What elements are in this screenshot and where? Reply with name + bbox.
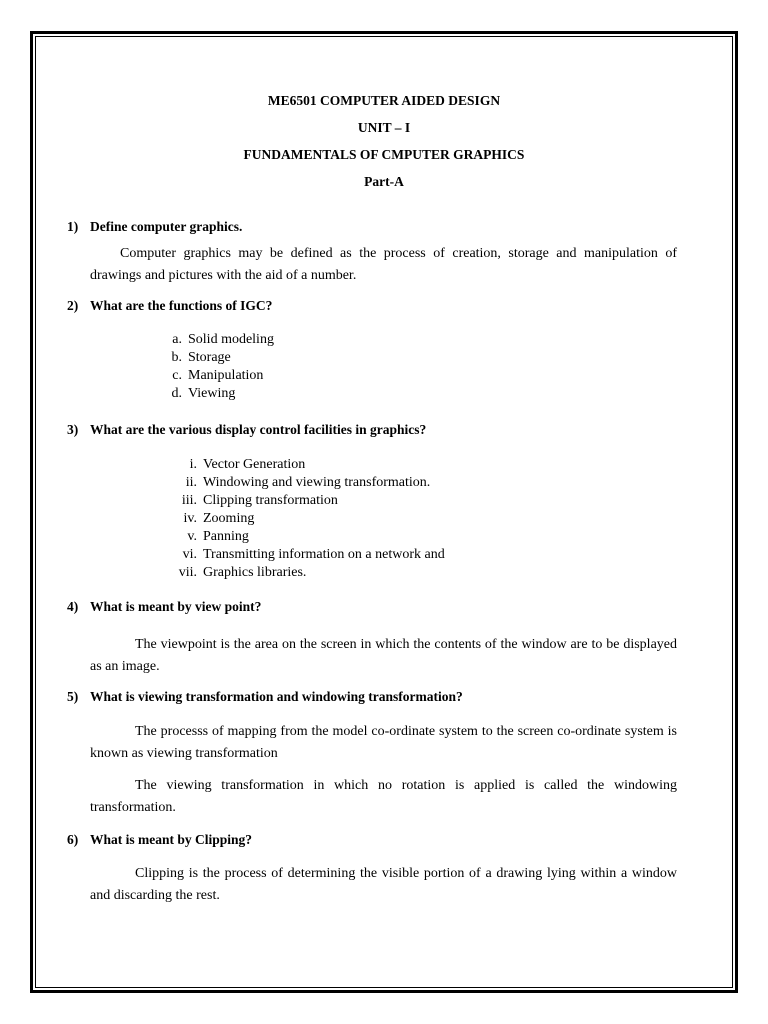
list-item bbox=[171, 349, 274, 367]
list-item-text: Transmitting information on a network and bbox=[203, 547, 445, 562]
part-title: Part-A bbox=[364, 174, 404, 189]
question-number: 2) bbox=[67, 298, 79, 313]
list-item bbox=[189, 456, 445, 474]
list-item-text: Viewing bbox=[188, 386, 236, 401]
list-item bbox=[171, 385, 274, 403]
list-item bbox=[185, 474, 445, 492]
list-item-text: Zooming bbox=[203, 511, 255, 526]
list-item-text: Solid modeling bbox=[188, 332, 274, 347]
list-item bbox=[183, 510, 445, 528]
list-item bbox=[172, 331, 274, 349]
question-text: Define computer graphics. bbox=[90, 219, 243, 234]
question-text: What is meant by view point? bbox=[90, 599, 262, 614]
list-marker: i. bbox=[189, 457, 197, 472]
list-marker: a. bbox=[172, 332, 182, 347]
list-marker: ii. bbox=[185, 475, 197, 490]
list-marker: iv. bbox=[183, 511, 197, 526]
list-marker: iii. bbox=[181, 493, 197, 508]
answer-text: The processs of mapping from the model co-ordinate system to the screen co-ordinate system is known as viewing transformation bbox=[90, 724, 677, 761]
question-text: What is meant by Clipping? bbox=[90, 832, 253, 847]
list-item-text: Manipulation bbox=[188, 368, 264, 383]
list-item bbox=[178, 564, 445, 582]
list-item-text: Graphics libraries. bbox=[203, 565, 307, 580]
answer-text: Computer graphics may be defined as the process of creation, storage and manipulation of drawings and pictures with the aid of a number. bbox=[90, 246, 677, 283]
list-marker: c. bbox=[172, 368, 182, 383]
list-item bbox=[182, 546, 445, 564]
topic-title: FUNDAMENTALS OF CMPUTER GRAPHICS bbox=[243, 147, 525, 162]
question-number: 1) bbox=[67, 219, 79, 234]
answer-text-secondary: The viewing transformation in which no rotation is applied is called the windowing transformation. bbox=[90, 778, 677, 815]
unit-title: UNIT – I bbox=[357, 120, 411, 135]
list-marker: vii. bbox=[178, 565, 197, 580]
display-facilities-list bbox=[178, 456, 445, 582]
list-marker: d. bbox=[171, 386, 182, 401]
list-item-text: Clipping transformation bbox=[203, 493, 338, 508]
answer-text: Clipping is the process of determining the visible portion of a drawing lying within a window and discarding the rest. bbox=[90, 866, 677, 903]
functions-list bbox=[171, 331, 274, 403]
list-marker: vi. bbox=[182, 547, 197, 562]
question-number: 3) bbox=[67, 422, 79, 437]
question-number: 6) bbox=[67, 832, 79, 847]
question-text: What is viewing transformation and windowing transformation? bbox=[90, 689, 463, 704]
list-item-text: Panning bbox=[203, 529, 249, 544]
answer-text: The viewpoint is the area on the screen in which the contents of the window are to be displayed as an image. bbox=[90, 637, 677, 674]
question-text: What are the functions of IGC? bbox=[90, 298, 273, 313]
list-item-text: Windowing and viewing transformation. bbox=[203, 475, 431, 490]
list-marker: v. bbox=[187, 529, 197, 544]
list-item-text: Vector Generation bbox=[203, 457, 306, 472]
list-item bbox=[181, 492, 445, 510]
list-marker: b. bbox=[171, 350, 182, 365]
list-item-text: Storage bbox=[188, 350, 231, 365]
question-text: What are the various display control facilities in graphics? bbox=[90, 422, 427, 437]
question-number: 5) bbox=[67, 689, 79, 704]
list-item bbox=[172, 367, 274, 385]
course-title: ME6501 COMPUTER AIDED DESIGN bbox=[267, 93, 501, 108]
list-item bbox=[187, 528, 445, 546]
question-number: 4) bbox=[67, 599, 79, 614]
